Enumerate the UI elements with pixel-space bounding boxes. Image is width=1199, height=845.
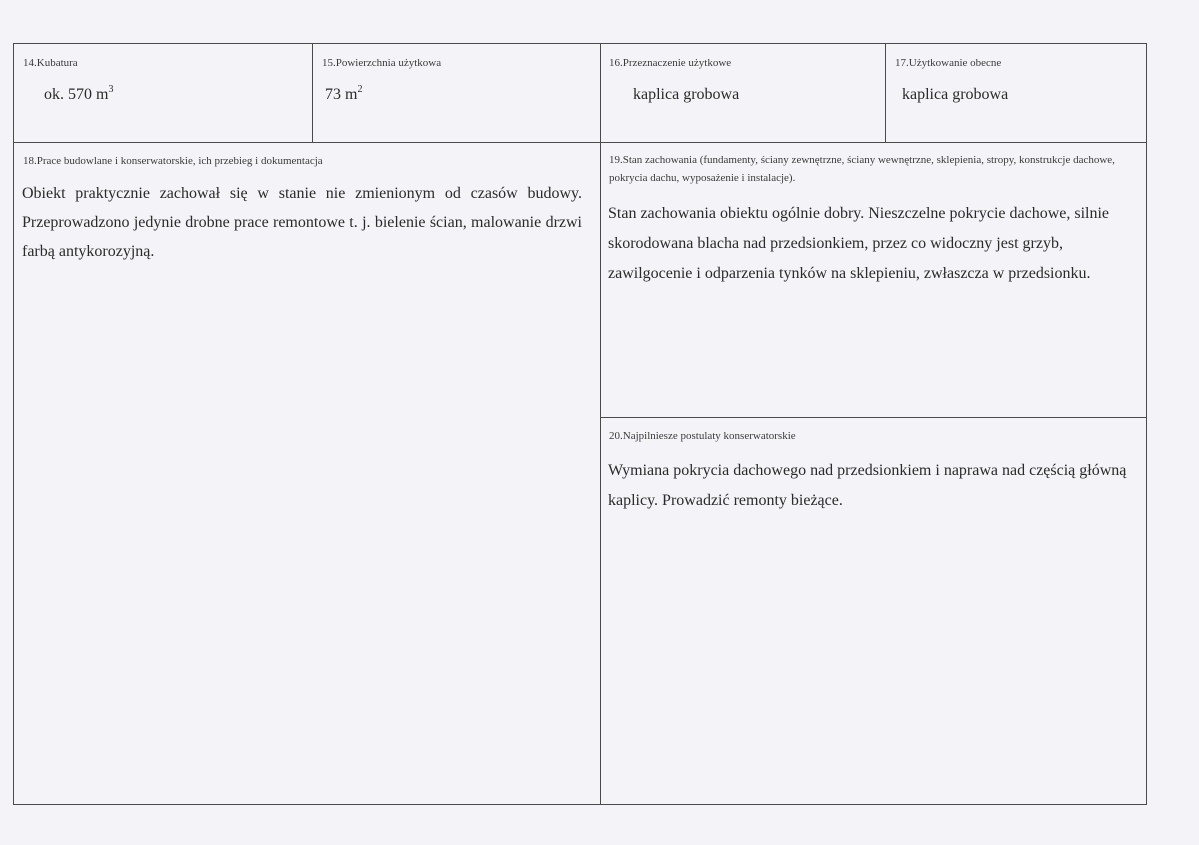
cell-stan-zachowania: [601, 143, 1146, 417]
value-powierzchnia-exponent: 2: [357, 84, 363, 95]
cell-kubatura: [14, 44, 312, 142]
label-przeznaczenie: 16.Przeznaczenie użytkowe: [609, 57, 732, 69]
label-prace-budowlane: 18.Prace budowlane i konserwatorskie, ich przebieg i dokumentacja: [23, 155, 323, 167]
label-stan-zachowania: 19.Stan zachowania (fundamenty, ściany zewnętrzne, ściany wewnętrzne, sklepienia, stropy, konstrukcje dachowe, pokrycia dachu, wyposażenie i instalacje).: [609, 154, 1115, 184]
value-uzytkowanie: kaplica grobowa: [902, 86, 1009, 103]
text-prace-budowlane: Obiekt praktycznie zachował się w stanie nie zmienionym od czasów budowy. Przeprowadzono jedynie drobne prace remontowe t. j. bielenie ścian, malowanie drzwi farbą antykorozyjną.: [22, 185, 582, 260]
cell-powierzchnia: [313, 44, 600, 142]
label-kubatura: 14.Kubatura: [23, 57, 78, 69]
text-stan-zachowania: Stan zachowania obiektu ogólnie dobry. Nieszczelne pokrycie dachowe, silnie skorodowana blacha nad przedsionkiem, przez co widoczny jest grzyb, zawilgocenie i odparzenia tynków na sklepieniu, zwłaszcza w przedsionku.: [608, 205, 1110, 282]
label-postulaty: 20.Najpilniesze postulaty konserwatorskie: [609, 430, 796, 442]
value-powierzchnia-text: 73 m: [325, 86, 358, 103]
cell-przeznaczenie: [601, 44, 885, 142]
cell-postulaty: [601, 418, 1146, 804]
value-przeznaczenie: kaplica grobowa: [633, 86, 740, 103]
label-powierzchnia: 15.Powierzchnia użytkowa: [322, 57, 442, 69]
text-postulaty: Wymiana pokrycia dachowego nad przedsionkiem i naprawa nad częścią główną kaplicy. Prowadzić remonty bieżące.: [608, 462, 1127, 509]
value-kubatura-exponent: 3: [108, 84, 114, 95]
cell-prace-budowlane: [14, 143, 600, 804]
form-table: [13, 43, 1147, 805]
value-powierzchnia: [325, 86, 362, 104]
label-uzytkowanie: 17.Użytkowanie obecne: [895, 57, 1002, 69]
value-kubatura: [44, 86, 113, 104]
cell-uzytkowanie: [886, 44, 1146, 142]
value-kubatura-text: ok. 570 m: [44, 86, 109, 103]
